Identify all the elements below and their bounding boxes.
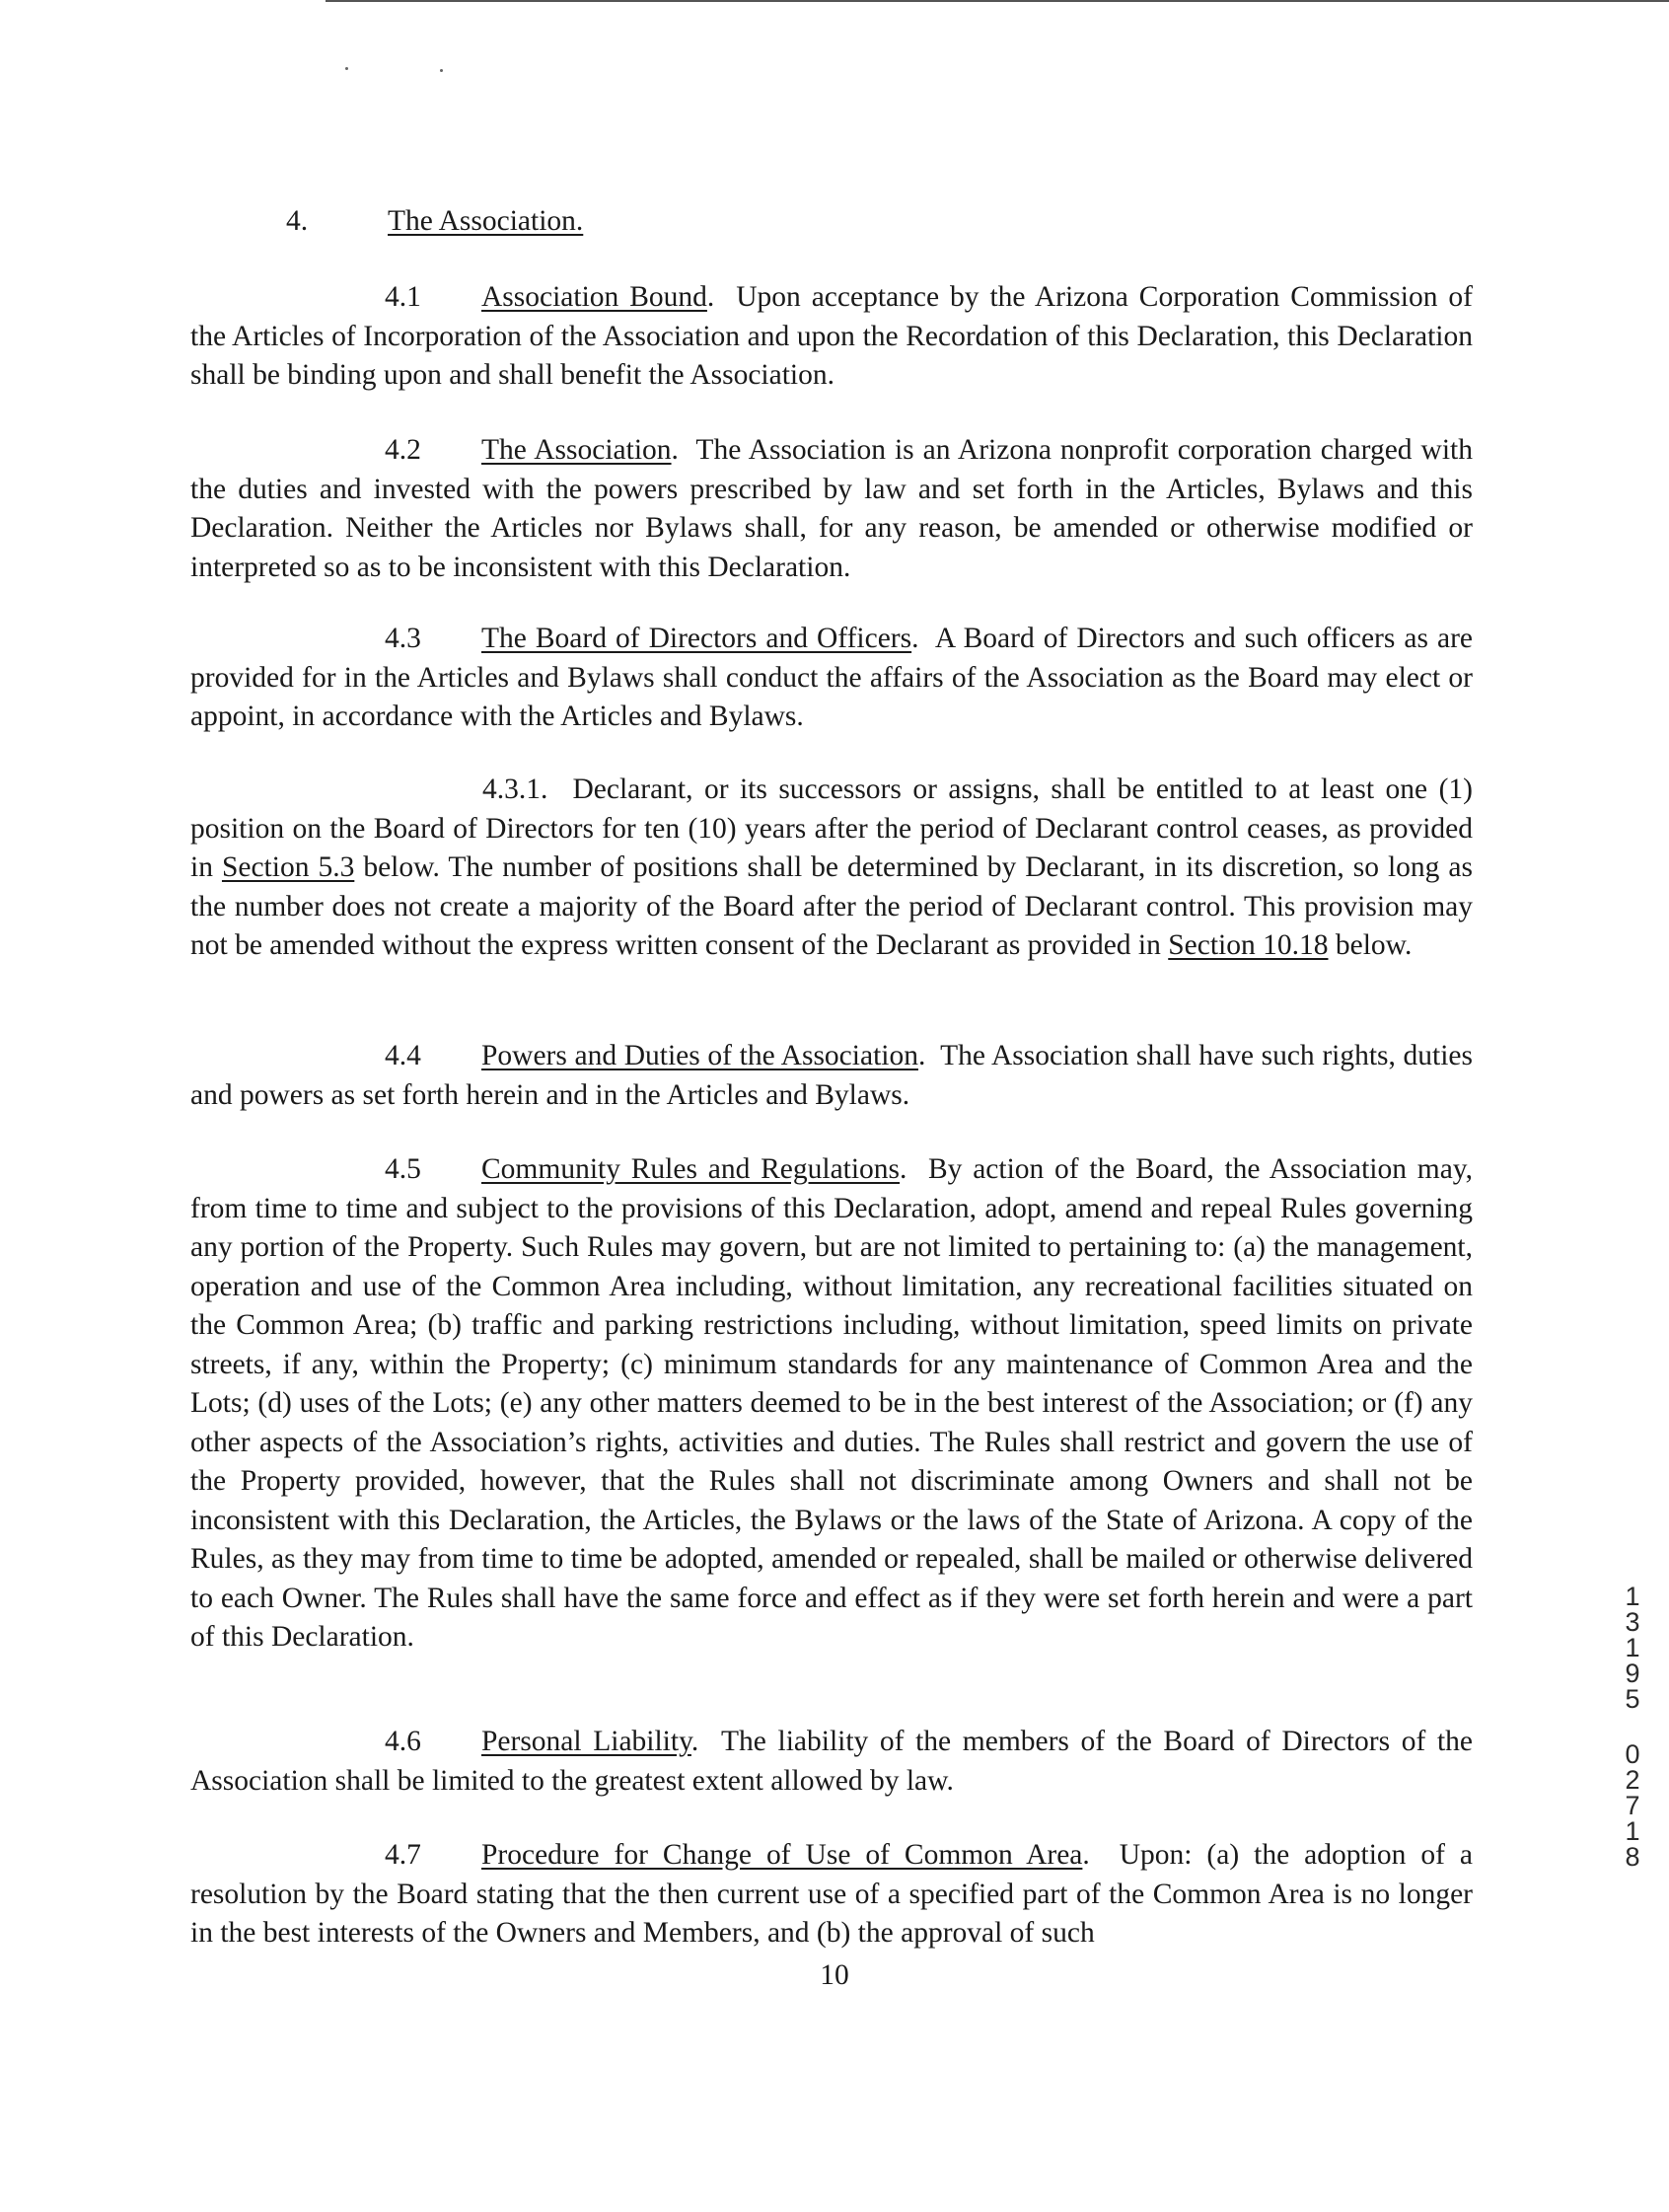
paragraph-text: below. xyxy=(1335,929,1413,961)
page-number: 10 xyxy=(820,1959,849,1991)
section-reference: Section 5.3 xyxy=(221,851,355,883)
scan-top-edge xyxy=(326,0,1669,2)
paragraph-4-3: 4.3 The Board of Directors and Officers. A Board of Directors and such officers as are provided for in the Articles and Bylaws shall conduct the affairs of the Association as the Board may elect or appoint, in accordance with the Articles and Bylaws. xyxy=(190,620,1473,737)
paragraph-title: Procedure for Change of Use of Common Area xyxy=(481,1839,1083,1871)
scan-speck xyxy=(440,69,443,72)
section-number: 4. xyxy=(286,205,309,237)
paragraph-4-4: 4.4 Powers and Duties of the Association. The Association shall have such rights, duties and powers as set forth herein and in the Articles and Bylaws. xyxy=(190,1037,1473,1115)
paragraph-title: Community Rules and Regulations xyxy=(481,1153,901,1185)
scan-speck xyxy=(345,67,348,70)
paragraph-4-2: 4.2 The Association. The Association is an Arizona nonprofit corporation charged with the duties and invested with the powers prescribed by law and set forth in the Articles, Bylaws and this Declaration. Neither the Articles nor Bylaws shall, for any reason, be amended or otherwise modified or interpreted so as to be inconsistent with this Declaration. xyxy=(190,431,1473,587)
paragraph-number: 4.1 xyxy=(385,281,421,313)
paragraph-text: By action of the Board, the Association may, from time to time and subject to the provisions of this Declaration, adopt, amend and repeal Rules governing any portion of the Property. Such Rules may govern, but are not limited to pertaining to: (a) the management, operation and use of the Common Area including, without limitation, any recreational facilities situated on the Common Area; (b) traffic and parking restrictions including, without limitation, speed limits on private streets, if any, within the Property; (c) minimum standards for any maintenance of Common Area and the Lots; (d) uses of the Lots; (e) any other matters deemed to be in the best interest of the Association; or (f) any other aspects of the Association’s rights, activities and duties. The Rules shall restrict and govern the use of the Property provided, however, that the Rules shall not discriminate among Owners and shall not be inconsistent with this Declaration, the Articles, the Bylaws or the laws of the State of Arizona. A copy of the Rules, as they may from time to time be adopted, amended or repealed, shall be mailed or otherwise delivered to each Owner. The Rules shall have the same force and effect as if they were set forth herein and were a part of this Declaration. xyxy=(190,1153,1473,1653)
paragraph-number: 4.7 xyxy=(385,1839,421,1871)
paragraph-text: Upon acceptance by the Arizona Corporation Commission of the Articles of Incorporation of the Association and upon the Recordation of this Declaration, this Declaration shall be binding upon and shall benefit the Association. xyxy=(190,281,1473,391)
paragraph-number: 4.5 xyxy=(385,1153,421,1185)
paragraph-number: 4.6 xyxy=(385,1726,421,1757)
paragraph-text: The Association is an Arizona nonprofit corporation charged with the duties and invested with the powers prescribed by law and set forth in the Articles, Bylaws and this Declaration. Neither the Articles nor Bylaws shall, for any reason, be amended or otherwise modified or interpreted so as to be inconsistent with this Declaration. xyxy=(190,434,1473,583)
paragraph-4-3-1 xyxy=(190,771,1473,966)
paragraph-number: 4.4 xyxy=(385,1040,421,1071)
paragraph-text: A Board of Directors and such officers as are provided for in the Articles and Bylaws shall conduct the affairs of the Association as the Board may elect or appoint, in accordance with the Articles and Bylaws. xyxy=(190,623,1473,732)
paragraph-title: Personal Liability xyxy=(481,1726,691,1757)
paragraph-text: The Association shall have such rights, duties and powers as set forth herein and in the Articles and Bylaws. xyxy=(190,1040,1474,1111)
paragraph-number: 4.3 xyxy=(385,623,421,654)
paragraph-title: The Board of Directors and Officers xyxy=(481,623,912,654)
section-reference: Section 10.18 xyxy=(1168,929,1329,961)
paragraph-4-5: 4.5 Community Rules and Regulations. By action of the Board, the Association may, from time to time and subject to the provisions of this Declaration, adopt, amend and repeal Rules governing any portion of the Property. Such Rules may govern, but are not limited to pertaining to: (a) the management, operation and use of the Common Area including, without limitation, any recreational facilities situated on the Common Area; (b) traffic and parking restrictions including, without limitation, speed limits on private streets, if any, within the Property; (c) minimum standards for any maintenance of Common Area and the Lots; (d) uses of the Lots; (e) any other matters deemed to be in the best interest of the Association; or (f) any other aspects of the Association’s rights, activities and duties. The Rules shall restrict and govern the use of the Property provided, however, that the Rules shall not discriminate among Owners and shall not be inconsistent with this Declaration, the Articles, the Bylaws or the laws of the State of Arizona. A copy of the Rules, as they may from time to time be adopted, amended or repealed, shall be mailed or otherwise delivered to each Owner. The Rules shall have the same force and effect as if they were set forth herein and were a part of this Declaration. xyxy=(190,1150,1473,1658)
paragraph-4-1: 4.1 Association Bound. Upon acceptance by the Arizona Corporation Commission of the Articles of Incorporation of the Association and upon the Recordation of this Declaration, this Declaration shall be binding upon and shall benefit the Association. xyxy=(190,278,1473,396)
paragraph-title: Association Bound xyxy=(481,281,707,313)
paragraph-text: Declarant, or its successors or assigns, shall be entitled to at least one (1) position on the Board of Directors for ten (10) years after the period of Declarant control ceases, as provided in xyxy=(190,774,1473,883)
paragraph-number: 4.3.1. xyxy=(482,774,548,805)
paragraph-text: The liability of the members of the Board of Directors of the Association shall be limited to the greatest extent allowed by law. xyxy=(190,1726,1473,1797)
section-title: The Association. xyxy=(388,205,584,237)
paragraph-text: Upon: (a) the adoption of a resolution by the Board stating that the then current use of a specified part of the Common Area is no longer in the best interests of the Owners and Members, and (b) the approval of such xyxy=(190,1839,1473,1949)
paragraph-title: The Association xyxy=(481,434,672,466)
paragraph-number: 4.2 xyxy=(385,434,421,466)
paragraph-title: Powers and Duties of the Association xyxy=(481,1040,918,1071)
section-heading xyxy=(286,205,583,238)
paragraph-4-7: 4.7 Procedure for Change of Use of Common Area. Upon: (a) the adoption of a resolution by the Board stating that the then current use of a specified part of the Common Area is no longer in the best interests of the Owners and Members, and (b) the approval of such xyxy=(190,1836,1473,1954)
recording-stamp: 1 3 1 9 5 0 2 7 1 8 xyxy=(1625,1582,1640,1872)
paragraph-text: below. The number of positions shall be determined by Declarant, in its discretion, so long as the number does not create a majority of the Board after the period of Declarant control. This provision may not be amended without the express written consent of the Declarant as provided in xyxy=(190,851,1473,961)
paragraph-4-6: 4.6 Personal Liability. The liability of the members of the Board of Directors of the Association shall be limited to the greatest extent allowed by law. xyxy=(190,1723,1473,1801)
